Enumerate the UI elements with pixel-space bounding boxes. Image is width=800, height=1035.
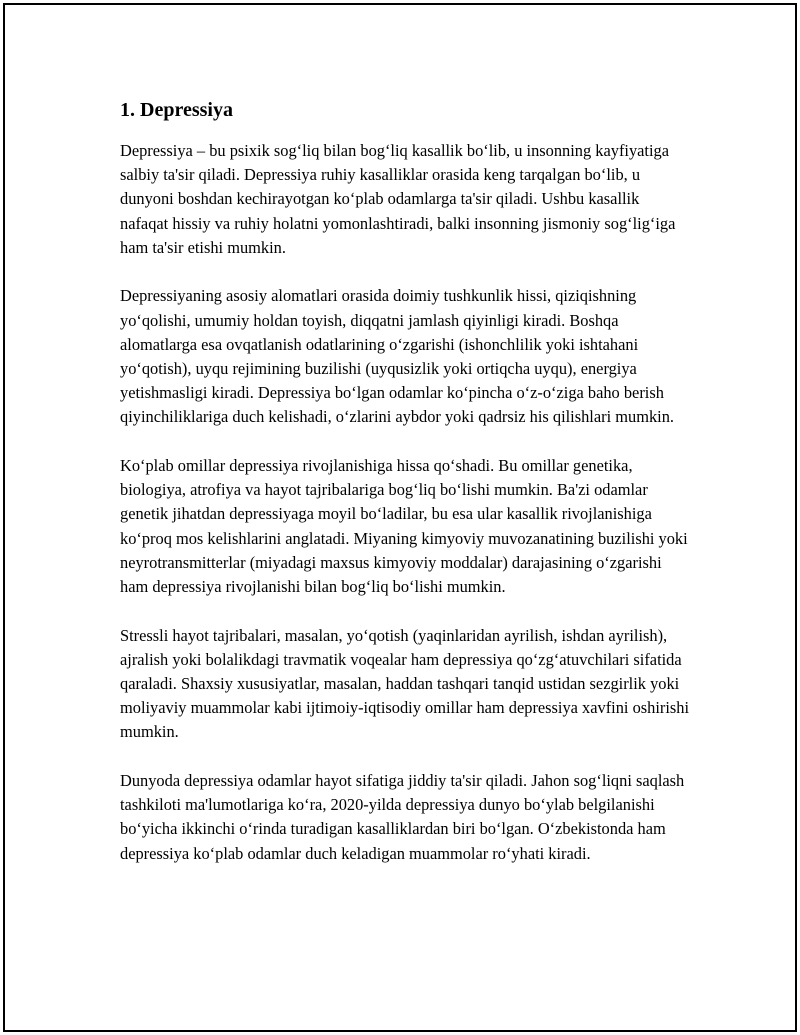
document-content xyxy=(120,95,690,890)
document-page xyxy=(3,3,797,1032)
paragraph-5: Dunyoda depressiya odamlar hayot sifatiga jiddiy ta'sir qiladi. Jahon sog‘liqni saqlash tashkiloti ma'lumotlariga ko‘ra, 2020-yilda depressiya dunyo bo‘ylab belgilanishi bo‘yicha ikkinchi o‘rinda turadigan kasalliklardan biri bo‘lgan. O‘zbekistonda ham depressiya ko‘plab odamlar duch keladigan muammolar ro‘yhati kiradi. xyxy=(120,771,685,863)
paragraph-4: Stressli hayot tajribalari, masalan, yo‘qotish (yaqinlaridan ayrilish, ishdan ayrilish), ajralish yoki bolalikdagi travmatik voqealar ham depressiya qo‘zg‘atuvchilari sifatida qaraladi. Shaxsiy xususiyatlar, masalan, haddan tashqari tanqid ustidan sezgirlik yoki moliyaviy muammolar kabi ijtimoiy-iqtisodiy omillar ham depressiya xavfini oshirishi mumkin. xyxy=(120,625,690,742)
paragraph-1: Depressiya – bu psixik sog‘liq bilan bog‘liq kasallik bo‘lib, u insonning kayfiyatiga salbiy ta'sir qiladi. Depressiya ruhiy kasalliklar orasida keng tarqalgan bo‘lib, u dunyoni boshdan kechirayotgan ko‘plab odamlarga ta'sir qiladi. Ushbu kasallik nafaqat hissiy va ruhiy holatni yomonlashtiradi, balki insonning jismoniy sog‘lig‘iga ham ta'sir etishi mumkin. xyxy=(120,141,676,257)
paragraph-3: Ko‘plab omillar depressiya rivojlanishiga hissa qo‘shadi. Bu omillar genetika, biologiya, atrofiya va hayot tajribalariga bog‘liq bo‘lishi mumkin. Ba'zi odamlar genetik jihatdan depressiyaga moyil bo‘ladilar, bu esa ular kasallik rivojlanishiga ko‘proq mos kelishlarini anglatadi. Miyaning kimyoviy muvozanatining buzilishi yoki neyrotransmitterlar (miyadagi maxsus kimyoviy moddalar) darajasining o‘zgarishi ham depressiya rivojlanishi bilan bog‘liq bo‘lishi mumkin. xyxy=(120,456,688,597)
section-heading: 1. Depressiya xyxy=(120,99,233,121)
paragraph-2: Depressiyaning asosiy alomatlari orasida doimiy tushkunlik hissi, qiziqishning yo‘qolishi, umumiy holdan toyish, diqqatni jamlash qiyinligi kiradi. Boshqa alomatlarga esa ovqatlanish odatlarining o‘zgarishi (ishonchlilik yoki ishtahani yo‘qotish), uyqu rejimining buzilishi (uyqusizlik yoki ortiqcha uyqu), energiya yetishmasligi kiradi. Depressiya bo‘lgan odamlar ko‘pincha o‘z-o‘ziga baho berish qiyinchiliklariga duch kelishadi, o‘zlarini aybdor yoki qadrsiz his qilishlari mumkin. xyxy=(120,286,674,427)
